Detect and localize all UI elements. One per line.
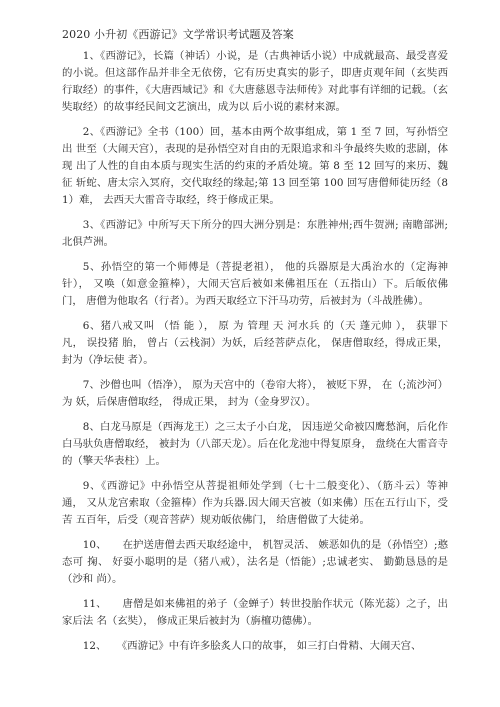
document-title: 2020 小升初《西游记》文学常识考试题及答案 bbox=[62, 28, 294, 41]
question-item-1: 1、《西游记》，长篇（神话）小说，是（古典神话小说）中成就最高、最受喜爱 的小说。但这部作品并非全无依傍，它有历史真实的影子，即唐贞观年间（玄奘西 行取经）的事件，《大唐西域记》和《大唐慈恩寺法师传》对此事有详细的记载。（玄奘取经）的故事经民间文艺演出，成为以 后小说的素材来源。 bbox=[62, 50, 448, 113]
question-item-12: 12、 《西游记》中有许多脍炙人口的故事， 如三打白骨精、大闹天宫、 bbox=[82, 640, 422, 652]
question-item-11: 11、 唐僧是如来佛祖的弟子（金蝉子）转世投胎作状元（陈光蕊）之子，出家后法 名（玄奘）， 修成正果后被封为（旃檀功德佛）。 bbox=[62, 598, 448, 627]
question-item-3: 3、《西游记》中所写天下所分的四大洲分别是：东胜神州;西牛贺洲; 南瞻部洲; 北俱芦洲。 bbox=[62, 219, 448, 248]
question-item-5: 5、孙悟空的第一个师傅是（菩提老祖）， 他的兵器原是大禹治水的（定海神针）， 又唤（如意金箍棒），大闹天宫后被如来佛祖压在（五指山）下。后皈依佛门， 唐僧为他取名（行者）。为西天取经立下汗马功劳，后被封为（斗战胜佛）。 bbox=[62, 261, 448, 307]
question-item-9: 9、《西游记》中孙悟空从菩提祖师处学到（七十二般变化）、（筋斗云）等神 通， 又从龙宫索取（金箍棒）作为兵器.因大闹天宫被（如来佛）压在五行山下，受苦 五百年，后受（观音菩萨）规劝皈依佛门， 给唐僧做了大徒弟。 bbox=[62, 480, 448, 526]
question-item-7: 7、沙僧也叫（悟净）， 原为天宫中的（卷帘大将）， 被贬下界， 在（;流沙河）为 妖，后保唐僧取经， 得成正果， 封为（金身罗汉）。 bbox=[62, 379, 448, 408]
question-list bbox=[62, 48, 448, 655]
question-item-10: 10、 在护送唐僧去西天取经途中， 机智灵活、 嫉恶如仇的是（孙悟空）;憨态可 掬、 好耍小聪明的是（猪八戒），法名是（悟能）;忠诚老实、 勤勤恳恳的是（沙和 尚）。 bbox=[62, 539, 448, 585]
question-item-2: 2、《西游记》全书（100）回，基本由两个故事组成，第 1 至 7 回，写孙悟空出 世至（大闹天宫），表现的是孙悟空对自由的无限追求和斗争最终失败的悲剧，体现 出了人性的自由本质与现实生活的约束的矛盾处境。第 8 至 12 回写的来历、魏征 斩蛇、唐太宗入冥府，交代取经的缘起;第 13 回至第 100 回写唐僧师徒历经（81）难， 去西天大雷音寺取经，终于修成正果。 bbox=[62, 126, 448, 206]
question-item-6: 6、猪八戒又叫 （悟 能 ）， 原 为 管理 天 河水兵 的（天 蓬元帅 ）， 获罪下凡， 误投猪 胎， 曾占（云栈洞）为妖，后经菩萨点化， 保唐僧取经，得成正果， 封为（净坛使 者）。 bbox=[62, 320, 448, 366]
question-item-8: 8、白龙马原是（西海龙王）之三太子小白龙， 因违逆父命被囚鹰愁涧，后化作 白马驮负唐僧取经， 被封为（八部天龙）。后在化龙池中得复原身， 盘绕在大雷音寺 的（擎天华表柱）上。 bbox=[62, 421, 448, 467]
